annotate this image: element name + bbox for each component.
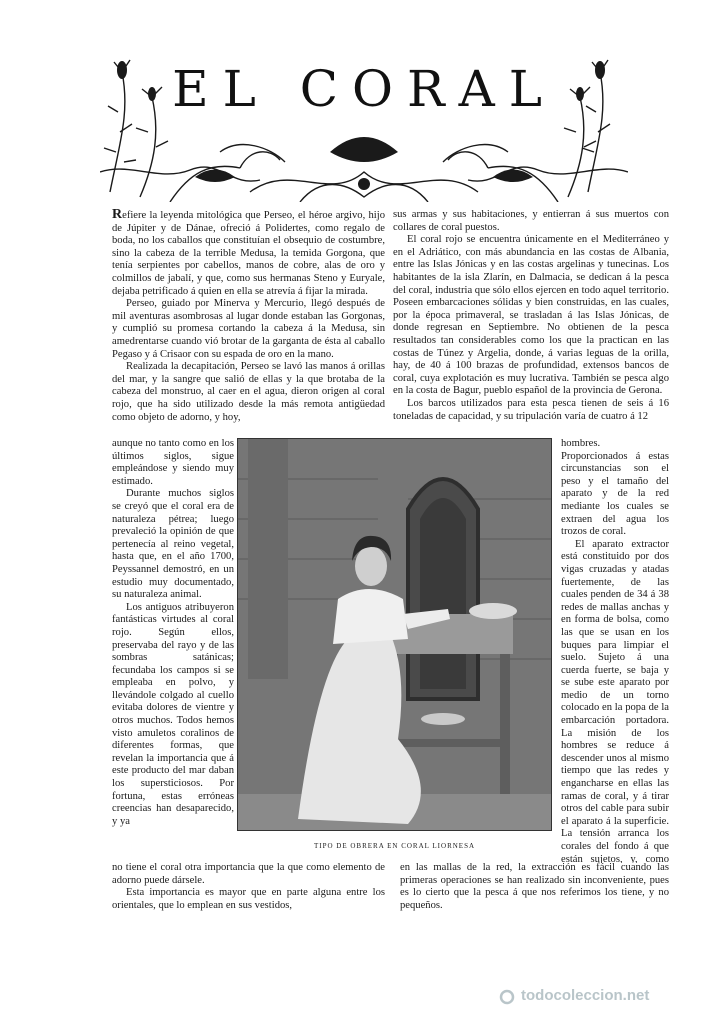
watermark-logo-icon [499, 989, 515, 1005]
article-text-left-top [112, 209, 385, 439]
coral-worker-illustration [238, 439, 551, 830]
paragraph: Durante muchos siglos se creyó que el coral era de naturaleza pétrea; luego prevaleció la opinión de que pertenecía al reino vegetal, hasta que, en el año 1700, Peyssannel demostró, en un estudio muy documentado, su naturaleza animal. [112, 488, 234, 601]
article-text-left-narrow [112, 438, 234, 863]
paragraph: Los antiguos atribuyeron fantásticas virtudes al coral rojo. Según ellos, preservaba del rayo y de las sombras satánicas; fecundaba los campos si se empleaba en polvo, y llevándole colgado al cuello evitaba dolores de vientre y otros muchos. Todos hemos visto amuletos coralinos de diferentes formas, que revelan la importancia que á este producto del mar daban los supersticiosos. Por fortuna, estas erróneas creencias han desaparecido, y ya [112, 601, 234, 827]
paragraph: Refiere la leyenda mitológica que Perseo, el héroe argivo, hijo de Júpiter y de Dánae, ofreció á Polidertes, como regalo de boda, no los caballos que constituían el obsequio de costumbre, sino la cabeza de la terrible Medusa, la temida Gorgona, que tenía serpientes por cabellos, manos de cobre, alas de oro y colmillos de jabalí, y que, como sus hermanas Steno y Euryale, dejaba petrificado á quien en ella se atrevía á fijar la mirada. [112, 209, 385, 297]
article-title: EL CORAL [172, 60, 556, 118]
article-text-right-narrow [561, 438, 669, 863]
paragraph: Esta importancia es mayor que en parte alguna entre los orientales, que lo emplean en sus vestidos, [112, 887, 385, 911]
ornamental-header [100, 52, 628, 202]
paragraph: El coral rojo se encuentra únicamente en el Mediterráneo y en el Adriático, con más abundancia en las costas de Albania, entre las Islas Jónicas y en las costas argelinas y tunecinas. Los habitantes de la isla Zlarín, en Dalmacia, se dedican á la pesca del coral, industria que sólo ellos ejercen en todo aquel territorio. Poseen embarcaciones sólidas y bien construidas, en las cuales, por la época primaveral, se trasladan á las Islas Jónicas, de donde regresan en Septiembre. No obtienen de la pesca resultados tan considerables como los que la practican en las costas de Túnez y Argelia, donde, á varias leguas de la orilla, hay, de 40 á 100 brazas de profundidad, extensos bancos de coral, cuya explotación es muy lucrativa. También se pesca algo en la costa de Bagur, pueblo español de la provincia de Gerona. [393, 234, 669, 397]
paragraph: sus armas y sus habitaciones, y entierran á sus muertos con collares de coral puestos. [393, 209, 669, 233]
paragraph: aunque no tanto como en los últimos siglos, sigue empleándose y siendo muy estimado. [112, 438, 234, 487]
worker-photograph [237, 438, 552, 831]
site-watermark [499, 985, 711, 1011]
paragraph: Perseo, guiado por Minerva y Mercurio, llegó después de mil aventuras asombrosas al lugar donde estaban las Gorgonas, y cumplió su promesa cortando la cabeza á la Medusa, sin amedrentarse cuando vió brotar de la garganta de ésta al caballo Pegaso y á Crisaor con su espada de oro en la mano. [112, 298, 385, 360]
paragraph: hombres. Proporcionados á estas circunstancias son el peso y el tamaño del aparato y de la red mediante los cuales se extraen del agua los trozos de coral. [561, 438, 669, 538]
drop-cap: R [112, 209, 123, 222]
watermark-text: todocoleccion.net [521, 987, 650, 1004]
paragraph: en las mallas de la red, la extracción es fácil cuando las primeras operaciones se han realizado sin inconveniente, pues es lo cierto que la pesca á que nos referimos los tiene, y no pequeños. [400, 862, 669, 911]
article-text-right-top [393, 209, 669, 439]
paragraph: no tiene el coral otra importancia que la que como elemento de adorno puede dársele. [112, 862, 385, 886]
paragraph: Realizada la decapitación, Perseo se lavó las manos á orillas del mar, y la sangre que salió de ellas y la que brotaba de la cabeza del monstruo, al caer en el agua, dieron origen al coral rojo, que ha sido utilizado desde la más remota antigüedad como objeto de adorno, y hoy, [112, 361, 385, 423]
photo-caption: TIPO DE OBRERA EN CORAL LIORNESA [313, 842, 476, 850]
paragraph: El aparato extractor está constituido por dos vigas cruzadas y atadas fuertemente, de las cuales penden de 34 á 38 redes de mallas anchas y en forma de bolsa, como las que se usan en los buques para limpiar el suelo. Sujeto á una cuerda fuerte, se baja y se sube este aparato por medio de un torno colocado en la popa de la embarcación portadora. La misión de los hombres se reduce á descender unos al mismo tiempo que las redes y engancharse en ellas las ramas de coral, y á tirar otros del cable para subir el aparato á la superficie. La tensión arranca los corales del fondo á que están sujetos, y, como [561, 538, 669, 863]
article-text-left-bottom [112, 862, 385, 912]
article-text-right-bottom [400, 862, 669, 912]
paragraph: Los barcos utilizados para esta pesca tienen de seis á 16 toneladas de capacidad, y su tripulación varía de cuatro á 12 [393, 397, 669, 422]
